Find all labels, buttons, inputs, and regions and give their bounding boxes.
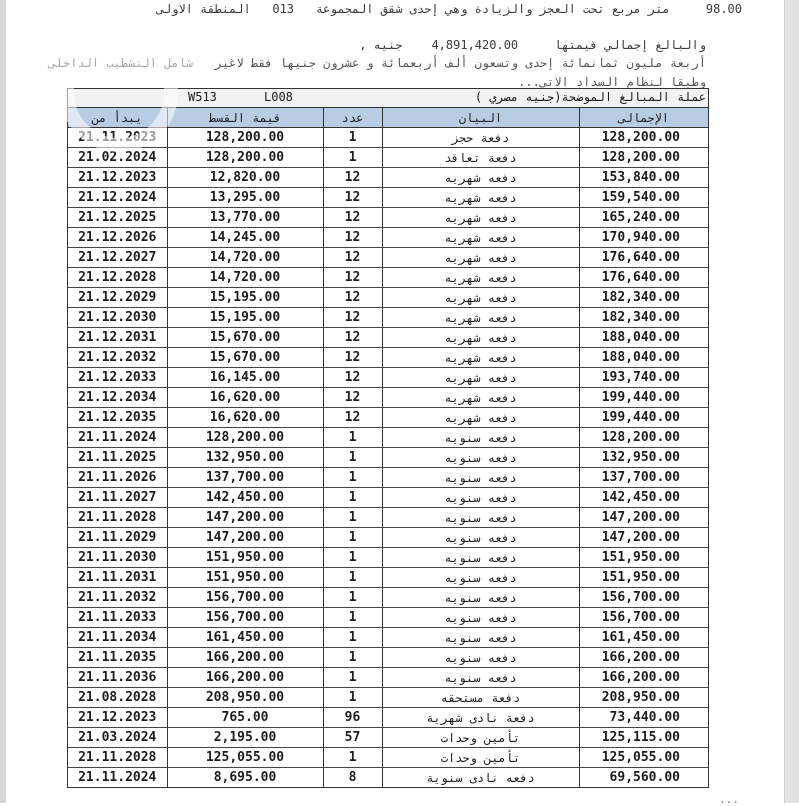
- cell-installment: 2,195.00: [167, 728, 323, 748]
- cell-count: 12: [323, 168, 382, 188]
- cell-description: دفعه شهريه: [382, 268, 579, 288]
- header-description: البيان: [382, 108, 579, 128]
- cell-description: دفعه شهريه: [382, 288, 579, 308]
- cell-description: دفعه سنويه: [382, 508, 579, 528]
- cell-total: 176,640.00: [579, 268, 708, 288]
- cell-description: دفعه سنويه: [382, 488, 579, 508]
- cell-installment: 8,695.00: [167, 768, 323, 788]
- cell-total: 166,200.00: [579, 648, 708, 668]
- cell-description: دفعه سنويه: [382, 588, 579, 608]
- cell-count: 12: [323, 348, 382, 368]
- cell-start-from: 21.11.2034: [68, 628, 167, 648]
- cell-start-from: 21.12.2032: [68, 348, 167, 368]
- unit-description-line: [157, 2, 742, 16]
- table-row: [68, 328, 708, 348]
- cell-count: 1: [323, 488, 382, 508]
- cell-start-from: 21.12.2024: [68, 188, 167, 208]
- table-row: [68, 168, 708, 188]
- cell-count: 8: [323, 768, 382, 788]
- cell-description: دفعه شهريه: [382, 408, 579, 428]
- table-row: [68, 128, 708, 148]
- table-row: [68, 468, 708, 488]
- cell-start-from: 21.12.2034: [68, 388, 167, 408]
- cell-start-from: 21.12.2023: [68, 708, 167, 728]
- cell-count: 1: [323, 628, 382, 648]
- cell-total: 193,740.00: [579, 368, 708, 388]
- payment-schedule-table: [67, 88, 709, 788]
- cell-description: دفعة تعاقد: [382, 148, 579, 168]
- table-row: [68, 388, 708, 408]
- group-code: 013: [272, 2, 295, 16]
- cell-count: 1: [323, 468, 382, 488]
- cell-installment: 16,620.00: [167, 408, 323, 428]
- cell-installment: 765.00: [167, 708, 323, 728]
- cell-installment: 15,195.00: [167, 308, 323, 328]
- table-row: [68, 668, 708, 688]
- cell-total: 142,450.00: [579, 488, 708, 508]
- cell-description: دفعه نادى سنوية: [382, 768, 579, 788]
- cell-description: دفعه سنويه: [382, 568, 579, 588]
- cell-description: دفعه سنويه: [382, 548, 579, 568]
- cell-description: تأمين وحدات: [382, 728, 579, 748]
- cell-total: 208,950.00: [579, 688, 708, 708]
- cell-description: دفعه شهريه: [382, 328, 579, 348]
- cell-installment: 128,200.00: [167, 148, 323, 168]
- table-row: [68, 288, 708, 308]
- cell-installment: 125,055.00: [167, 748, 323, 768]
- cell-installment: 142,450.00: [167, 488, 323, 508]
- cell-total: 151,950.00: [579, 568, 708, 588]
- bottom-partial-text: ...: [719, 793, 739, 806]
- cell-count: 12: [323, 288, 382, 308]
- cell-start-from: 21.12.2026: [68, 228, 167, 248]
- table-row: [68, 308, 708, 328]
- cell-total: 132,950.00: [579, 448, 708, 468]
- cell-installment: 15,670.00: [167, 328, 323, 348]
- cell-start-from: 21.12.2025: [68, 208, 167, 228]
- cell-start-from: 21.12.2031: [68, 328, 167, 348]
- cell-count: 12: [323, 388, 382, 408]
- cell-start-from: 21.11.2024: [68, 768, 167, 788]
- cell-count: 12: [323, 248, 382, 268]
- cell-description: دفعه شهريه: [382, 308, 579, 328]
- cell-total: 165,240.00: [579, 208, 708, 228]
- cell-start-from: 21.12.2028: [68, 268, 167, 288]
- schedule-grid: [68, 108, 708, 787]
- cell-start-from: 21.11.2036: [68, 668, 167, 688]
- cell-count: 1: [323, 128, 382, 148]
- cell-total: 153,840.00: [579, 168, 708, 188]
- unit-code: W513: [188, 90, 217, 104]
- cell-description: دفعه شهريه: [382, 188, 579, 208]
- cell-installment: 151,950.00: [167, 548, 323, 568]
- cell-total: 69,560.00: [609, 770, 680, 785]
- cell-total: 147,200.00: [579, 508, 708, 528]
- table-row: [68, 148, 708, 168]
- table-row: [68, 188, 708, 208]
- cell-description: دفعة نادى شهرية: [382, 708, 579, 728]
- cell-count: 1: [323, 608, 382, 628]
- cell-total: 182,340.00: [579, 288, 708, 308]
- cell-description: دفعه سنويه: [382, 668, 579, 688]
- table-row: [68, 748, 708, 768]
- table-row: [68, 348, 708, 368]
- cell-installment: 161,450.00: [167, 628, 323, 648]
- cell-installment: 16,145.00: [167, 368, 323, 388]
- cell-start-from: 21.12.2035: [68, 408, 167, 428]
- cell-installment: 156,700.00: [167, 588, 323, 608]
- cell-count: 12: [323, 408, 382, 428]
- header-row: [68, 108, 708, 128]
- cell-start-from: 21.11.2032: [68, 588, 167, 608]
- cell-count: 12: [323, 308, 382, 328]
- cell-count: 12: [323, 368, 382, 388]
- cell-total: 199,440.00: [579, 388, 708, 408]
- cell-installment: 208,950.00: [167, 688, 323, 708]
- cell-count: 1: [323, 148, 382, 168]
- cell-total: 166,200.00: [579, 668, 708, 688]
- table-row: [68, 368, 708, 388]
- cell-count: 1: [323, 648, 382, 668]
- cell-count: 1: [323, 588, 382, 608]
- cell-description: دفعه شهريه: [382, 348, 579, 368]
- table-row: [68, 248, 708, 268]
- cell-start-from: 21.11.2025: [68, 448, 167, 468]
- table-row: [68, 708, 708, 728]
- cell-start-from: 21.11.2027: [68, 488, 167, 508]
- cell-count: 12: [323, 208, 382, 228]
- cell-total: 156,700.00: [579, 588, 708, 608]
- table-row: [68, 588, 708, 608]
- header-start-from: يبدأ من: [68, 108, 167, 128]
- cell-total: 128,200.00: [579, 128, 708, 148]
- cell-installment: 14,720.00: [167, 248, 323, 268]
- cell-count: 1: [323, 748, 382, 768]
- cell-description: دفعه سنويه: [382, 528, 579, 548]
- cell-installment: 147,200.00: [167, 508, 323, 528]
- table-row: [68, 628, 708, 648]
- cell-total: 188,040.00: [579, 328, 708, 348]
- total-amount: 4,891,420.00: [431, 38, 519, 52]
- cell-start-from: 21.12.2027: [68, 248, 167, 268]
- cell-total: 73,440.00: [579, 708, 708, 728]
- currency-caption: عملة المبالغ الموضحة(جنيه مصري ): [474, 90, 706, 104]
- cell-start-from: 21.11.2030: [68, 548, 167, 568]
- cell-start-from: 21.11.2033: [68, 608, 167, 628]
- cell-total: 128,200.00: [579, 148, 708, 168]
- cell-count: 1: [323, 448, 382, 468]
- cell-installment: 166,200.00: [167, 668, 323, 688]
- cell-count: 1: [323, 528, 382, 548]
- cell-count: 12: [323, 268, 382, 288]
- cell-installment: 14,720.00: [167, 268, 323, 288]
- cell-total: 147,200.00: [579, 528, 708, 548]
- table-row: [68, 228, 708, 248]
- cell-description: دفعه سنويه: [382, 648, 579, 668]
- cell-description: دفعه سنويه: [382, 468, 579, 488]
- cell-description: دفعة مستحقه: [382, 688, 579, 708]
- cell-installment: 15,670.00: [167, 348, 323, 368]
- cell-total: 161,450.00: [579, 628, 708, 648]
- header-count: عدد: [323, 108, 382, 128]
- cell-description: تأمين وحدات: [382, 748, 579, 768]
- table-row: [68, 268, 708, 288]
- cell-total: 137,700.00: [579, 468, 708, 488]
- cell-description: دفعه سنويه: [382, 448, 579, 468]
- cell-start-from: 21.12.2030: [68, 308, 167, 328]
- cell-installment: 166,200.00: [167, 648, 323, 668]
- cell-installment: 156,700.00: [167, 608, 323, 628]
- area-text: متر مربع تحت العجز والزيادة وهي إحدى شقق المجموعة: [315, 2, 670, 16]
- header-installment: قيمة القسط: [167, 108, 323, 128]
- table-row: [68, 528, 708, 548]
- payment-system-line: وطبقا لنظام السداد الاتى...: [518, 75, 706, 89]
- cell-description: دفعه شهريه: [382, 208, 579, 228]
- cell-start-from: 21.02.2024: [68, 148, 167, 168]
- cell-installment: 16,620.00: [167, 388, 323, 408]
- table-row: [68, 488, 708, 508]
- cell-description: دفعه سنويه: [382, 608, 579, 628]
- cell-count: 57: [323, 728, 382, 748]
- cell-installment: 147,200.00: [167, 528, 323, 548]
- amount-in-words-line: [49, 56, 706, 70]
- cell-start-from: 21.12.2029: [68, 288, 167, 308]
- cell-count: 1: [323, 428, 382, 448]
- table-row: [68, 408, 708, 428]
- table-row: [68, 608, 708, 628]
- cell-description: دفعه شهريه: [382, 248, 579, 268]
- cell-count: 12: [323, 328, 382, 348]
- cell-start-from: 21.08.2028: [68, 688, 167, 708]
- table-row: [68, 688, 708, 708]
- amount-in-words: أربعة مليون ثمانمائة إحدى وتسعون ألف أربعمائة و عشرون جنيها فقط لاغير: [214, 56, 706, 70]
- page-edge-right: [784, 0, 799, 803]
- cell-count: 12: [323, 228, 382, 248]
- cell-count: 1: [323, 508, 382, 528]
- level-code: L008: [264, 90, 293, 104]
- cell-start-from: 21.11.2035: [68, 648, 167, 668]
- cell-total: 159,540.00: [579, 188, 708, 208]
- cell-description: دفعه سنويه: [382, 628, 579, 648]
- zone-text: المنطقة الاولى: [156, 2, 251, 16]
- cell-count: 96: [323, 708, 382, 728]
- cell-installment: 13,770.00: [167, 208, 323, 228]
- table-row: [68, 428, 708, 448]
- cell-start-from: 21.11.2031: [68, 568, 167, 588]
- page-edge-left: [0, 0, 6, 803]
- cell-total: 151,950.00: [579, 548, 708, 568]
- cell-count: 1: [323, 668, 382, 688]
- cell-description: دفعه سنويه: [382, 428, 579, 448]
- cell-start-from: 21.11.2026: [68, 468, 167, 488]
- finishing-note: شامل التشطيب الداخلى: [48, 56, 194, 70]
- table-row: [68, 568, 708, 588]
- cell-description: دفعه شهريه: [382, 168, 579, 188]
- cell-installment: 132,950.00: [167, 448, 323, 468]
- cell-total: 199,440.00: [579, 408, 708, 428]
- cell-installment: 128,200.00: [167, 128, 323, 148]
- table-row: [68, 728, 708, 748]
- cell-start-from: 21.11.2029: [68, 528, 167, 548]
- cell-total: 188,040.00: [579, 348, 708, 368]
- cell-count: 1: [323, 548, 382, 568]
- cell-count: 1: [323, 688, 382, 708]
- cell-installment: 14,245.00: [167, 228, 323, 248]
- cell-total: 156,700.00: [579, 608, 708, 628]
- cell-installment: 15,195.00: [167, 288, 323, 308]
- cell-installment: 151,950.00: [167, 568, 323, 588]
- area-value: 98.00: [705, 2, 742, 16]
- cell-count: 12: [323, 188, 382, 208]
- cell-start-from: 21.12.2033: [68, 368, 167, 388]
- cell-total: 182,340.00: [579, 308, 708, 328]
- cell-start-from: 21.11.2028: [68, 748, 167, 768]
- table-row: [68, 648, 708, 668]
- cell-description: دفعه شهريه: [382, 228, 579, 248]
- cell-installment: 12,820.00: [167, 168, 323, 188]
- total-value-line: [359, 38, 706, 52]
- cell-installment: 137,700.00: [167, 468, 323, 488]
- header-total: الإجمالى: [579, 108, 708, 128]
- cell-installment: 128,200.00: [167, 428, 323, 448]
- table-row: [68, 508, 708, 528]
- cell-description: دفعه شهريه: [382, 388, 579, 408]
- cell-description: دفعة حجز: [382, 128, 579, 148]
- cell-count: 1: [323, 568, 382, 588]
- table-row: [68, 768, 708, 788]
- cell-installment: 13,295.00: [167, 188, 323, 208]
- cell-description: دفعه شهريه: [382, 368, 579, 388]
- cell-start-from: 21.03.2024: [68, 728, 167, 748]
- total-prefix: والبالغ إجمالي قيمتها: [554, 38, 706, 52]
- table-row: [68, 448, 708, 468]
- table-row: [68, 548, 708, 568]
- cell-total: 125,115.00: [579, 728, 708, 748]
- table-caption-row: [68, 89, 708, 108]
- cell-start-from: 21.11.2023: [68, 128, 167, 148]
- cell-total: 125,055.00: [579, 748, 708, 768]
- cell-total: 176,640.00: [579, 248, 708, 268]
- cell-total: 170,940.00: [579, 228, 708, 248]
- cell-total: 128,200.00: [579, 428, 708, 448]
- cell-start-from: 21.12.2023: [68, 168, 167, 188]
- table-row: [68, 208, 708, 228]
- cell-start-from: 21.11.2028: [68, 508, 167, 528]
- total-suffix: جنيه ,: [359, 38, 403, 52]
- cell-start-from: 21.11.2024: [68, 428, 167, 448]
